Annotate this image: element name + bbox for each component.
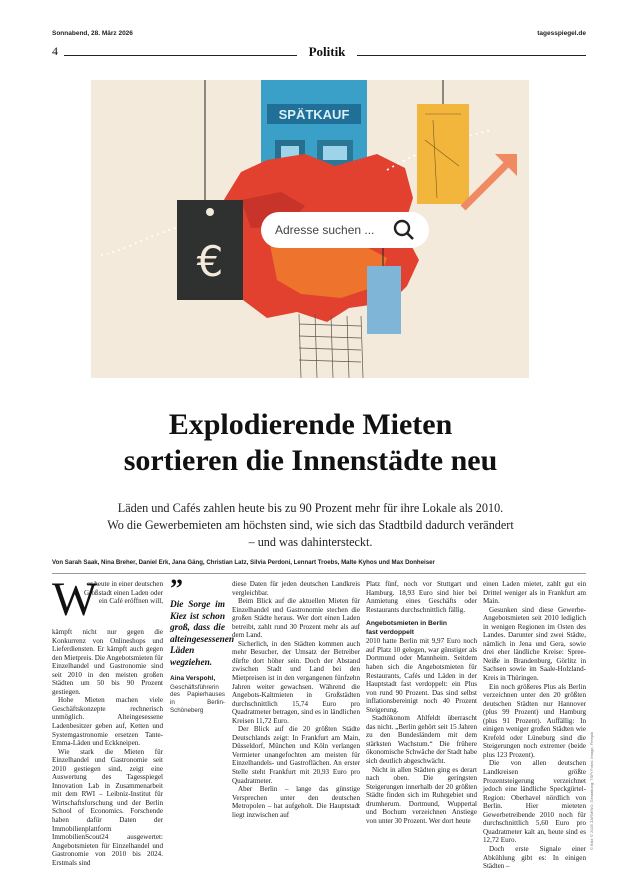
paragraph: 2010 hatte Berlin mit 9,97 Euro noch auf Platz 10 gelegen, war günstiger als Dortmund oder Mannheim. Seitdem haben sich die Angebotsmieten für Restaurants, Cafés und Läden in der Hauptstadt fast verdoppelt: ein Plus von rund 90 Prozent. Das sind selbst inflationsbereinigt noch 40 Prozent Steigerung. [366, 637, 477, 714]
section-rule-right [357, 55, 586, 56]
search-placeholder: Adresse suchen ... [275, 223, 375, 237]
headline-line-1: Explodierende Mieten [168, 408, 453, 441]
paragraph: Beim Blick auf die aktuellen Mieten für Einzelhandel und Gastronomie stechen die großen Städte heraus. Wer dort einen Laden betreibt, zahlt rund 30 Prozent mehr als auf dem Land. [232, 597, 360, 640]
shop-window-right-pane [323, 146, 347, 160]
paragraph: Aber Berlin – lange das günstige Versprechen unter den deutschen Metropolen – hat aufgeholt. Die Hauptstadt liegt inzwischen auf [232, 785, 360, 819]
article-column-4 [366, 580, 477, 825]
pull-quote [170, 574, 235, 714]
paragraph: Die von allen deutschen Landkreisen größte Prozentsteigerung verzeichnet jedoch eine ländliche Speckgürtel-Region: Oberhavel nördlich von Berlin. Hier mieteten Gewerbetreibende 2010 noch für durchschnittlich 5,60 Euro pro Quadratmeter kalt an, heute sind es 12,72 Euro. [483, 759, 586, 845]
byline: Von Sarah Saak, Nina Breher, Daniel Erk, Jana Gäng, Christian Latz, Silvia Perdoni, Lennart Troebs, Malte Kyhos und Max Donheiser [52, 559, 435, 566]
paragraph: Ein noch größeres Plus als Berlin verzeichnen unter den 20 größten deutschen Städten nur Hannover (plus 99 Prozent) und Hamburg (plus 91 Prozent). Auffällig: In einigen weniger großen Städten wie Krefeld oder Lüneburg sind die Steigerungen noch extremer (beide plus 123 Prozent). [483, 682, 586, 759]
euro-icon: € [196, 237, 224, 286]
hero-illustration [91, 80, 529, 378]
image-credit-text: © Bild: © 2025 ZARMINO, Gestaltung: TSP/ Fotos: Imago, Freepik [589, 731, 594, 850]
image-credit [589, 580, 597, 850]
paragraph: Platz fünf, noch vor Stuttgart und Hamburg. 18,93 Euro sind hier bei Anmietung eines Geschäfts oder Restaurants durchschnittlich fällig. [366, 580, 477, 614]
paragraph: er heute in einer deutschen Großstadt einen Laden oder ein Café eröffnen will, [84, 580, 163, 606]
section-bar [52, 44, 586, 62]
headline-line-2: sortieren die Innenstädte neu [123, 444, 498, 477]
hero-collage [91, 80, 529, 378]
quote-mark-icon: ” [170, 574, 183, 603]
issue-date: Sonnabend, 28. März 2026 [52, 30, 133, 37]
paragraph: diese Daten für jeden deutschen Landkreis vergleichbar. [232, 580, 360, 597]
trend-arrow [463, 162, 509, 208]
quote-author: Aina Verspohl, [170, 675, 216, 682]
subheading-line-1: Angebotsmieten in Berlin [366, 620, 448, 628]
paragraph: Sicherlich, in den Städten kommen auch mehr Besucher, der Umsatz der Betreiber dürfte dort höher sein. Doch der Abstand zwischen Stadt und Land bei den Mietpreisen ist in den vergangenen fünfzehn Jahren weiter gewachsen. Während die Angebots-Kaltmieten in Großstädten durchschnittlich 15,74 Euro pro Quadratmeter betragen, sind es in ländlichen Kreisen 11,72 Euro. [232, 639, 360, 725]
paragraph: Doch erste Signale einer Abkühlung gibt es: In einigen Städten – [483, 844, 586, 871]
brick-wall-sketch [299, 314, 363, 378]
section-rule-left [64, 55, 297, 56]
lead-line-1: Läden und Cafés zahlen heute bis zu 90 Prozent mehr für ihre Lokale als 2010. [117, 501, 504, 515]
paragraph: Der Blick auf die 20 größten Städte Deutschlands zeigt: In Frankfurt am Main, Düsseldorf, München und Köln verlangen Vermieter unangefochten am meisten für Einzelhandels- und Gastroflächen. An erster Stelle steht Frankfurt mit 20,93 Euro pro Quadratmeter. [232, 725, 360, 785]
quote-author-role: Geschäftsführerin des Papierhauses in Berlin-Schöneberg [170, 683, 225, 714]
lead-line-2: Wo die Gewerbemieten am höchsten sind, wie sich das Stadtbild dadurch verändert [107, 518, 514, 532]
paragraph: Wie stark die Mieten für Einzelhandel und Gastronomie seit 2010 gestiegen sind, zeigt eine Auswertung des Tagesspiegel Innovation Lab in Zusammenarbeit mit dem RWI – Leibniz-Institut für Wirtschaftsforschung und der Berlin School of Economics. Forschende haben dafür Daten der Immobilienplattform ImmobilienScout24 ausgewertet: Angebotsmieten für Einzelhandel und Gastronomie von 2010 bis 2024. Erstmals sind [52, 747, 163, 867]
shop-sign: SPÄTKAUF [278, 107, 350, 122]
paragraph: Gesunken sind diese Gewerbe-Angebotsmieten seit 2010 lediglich in wenigen Regionen im Osten des Landes. Darunter sind zwei Städte, nämlich in Jena und Gera, sowie drei eher ländliche Kreise: Spree-Neiße in Brandenburg, Görlitz in Sachsen sowie im Saale-Holzland-Kreis in Thüringen. [483, 605, 586, 683]
article-column-5 [483, 580, 586, 871]
page-number: 4 [52, 44, 58, 58]
site-name[interactable]: tagesspiegel.de [537, 30, 586, 37]
subheading-line-2: fast verdoppelt [366, 628, 414, 636]
dropcap-block [52, 573, 163, 628]
blue-price-tag [367, 266, 401, 334]
section-title: Politik [308, 44, 346, 59]
article-lead [60, 500, 561, 551]
article-column-1 [52, 573, 163, 867]
paragraph: kämpft nicht nur gegen die Konkurrenz von Onlineshops und Lieferdiensten. Er kämpft auch gegen den Mietpreis. Die Angebotsmieten für Einzelhandel und Gastronomie sind seit 2010 in den meisten großen Städten um 50 bis 90 Prozent gestiegen. [52, 628, 163, 696]
byline-rule [52, 573, 586, 574]
tag-hole [206, 208, 214, 216]
article-headline [40, 407, 581, 479]
paragraph: einen Laden mietet, zahlt gut ein Drittel weniger als in Frankfurt am Main. [483, 580, 586, 606]
paragraph: Nicht in allen Städten ging es derart nach oben. Die geringsten Steigerungen innerhalb der 20 größten Städte finden sich im Ruhrgebiet und drumherum. Dortmund, Wuppertal und Bochum verzeichnen Anstiege von unter 30 Prozent. Wer dort heute [366, 765, 477, 825]
masthead [52, 30, 586, 42]
paragraph: Stadtökonom Ahlfeldt überrascht das nicht. „Berlin gehört seit 15 Jahren zu den Bundesländern mit dem stärksten Wachstum.“ Die frühere ökonomische Schwäche der Stadt habe sich deutlich abgeschwächt. [366, 714, 477, 766]
subheading [366, 620, 477, 637]
dropcap: W [52, 573, 98, 626]
lead-line-3: – und was dahintersteckt. [248, 535, 373, 549]
article-column-3 [232, 580, 360, 819]
quote-text: Die Sorge im Kiez ist schon groß, dass die alteingesessenen Läden wegziehen. [170, 600, 235, 668]
paragraph: Hohe Mieten machen viele Geschäftskonzepte rechnerisch unmöglich. Alteingesessene Ladenbesitzer geben auf, Ketten und Systemgastronomie ersetzen Tante-Emma-Läden und Eckkneipen. [52, 696, 163, 748]
